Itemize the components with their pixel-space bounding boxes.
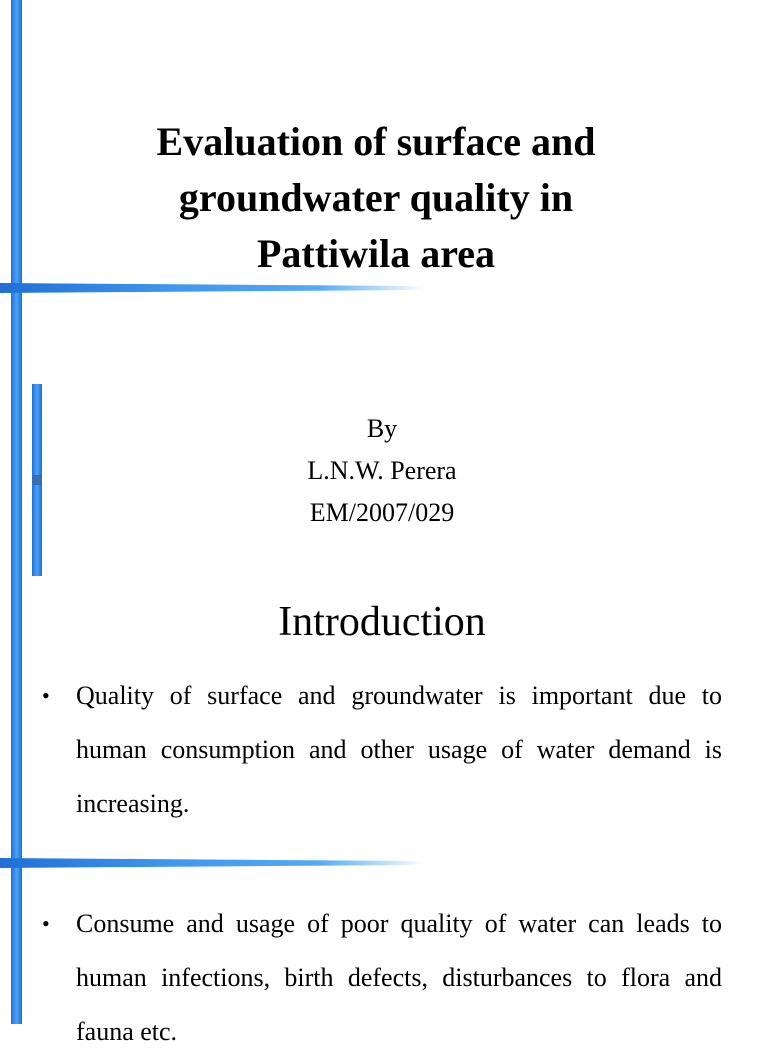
bullet-item (42, 897, 722, 1059)
by-label: By (366, 414, 398, 443)
title-line: Evaluation of surface and (156, 119, 596, 164)
accent-line-notch (32, 475, 42, 485)
author-name: L.N.W. Perera (307, 456, 457, 485)
left-accent-line (11, 0, 22, 1024)
section-heading: Introduction (278, 599, 486, 645)
bullet-text: Consume and usage of poor quality of water can leads to human infections, birth defects, disturbances to flora and fauna etc. (76, 909, 722, 1046)
bullet-text: Quality of surface and groundwater is important due to human consumption and other usage of water demand is increasing. (76, 681, 722, 818)
short-accent-line (32, 384, 42, 576)
bullet-marker: • (42, 911, 50, 936)
bullet-divider-line (0, 858, 426, 868)
author-block (182, 408, 582, 534)
title-divider-line (0, 283, 426, 293)
title-line: Pattiwila area (256, 231, 496, 276)
author-id: EM/2007/029 (309, 498, 455, 527)
bullet-item (42, 669, 722, 831)
title-line: groundwater quality in (178, 175, 574, 220)
presentation-title (60, 114, 692, 282)
bullet-marker: • (42, 683, 50, 708)
